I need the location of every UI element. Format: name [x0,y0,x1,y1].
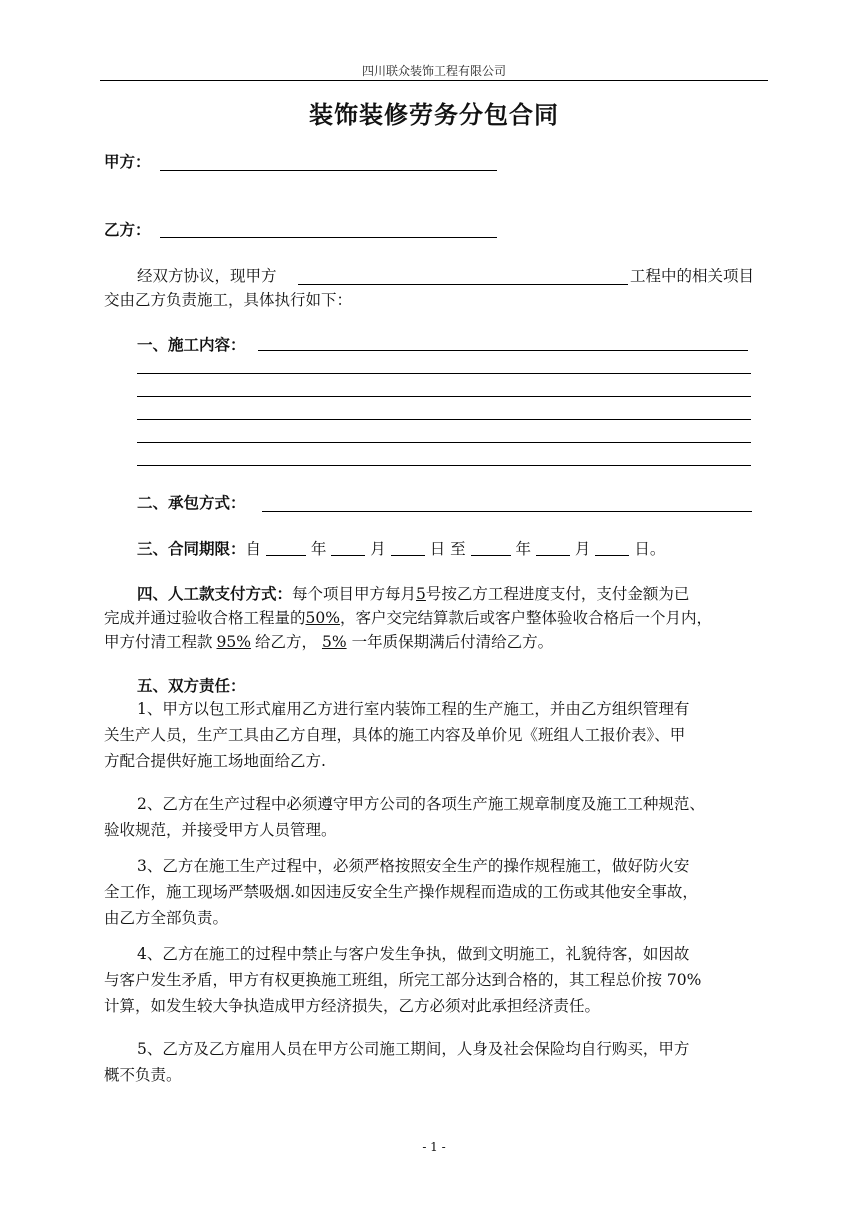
payment-text: 一年质保期满后付清给乙方。 [351,633,554,651]
header-rule [100,80,768,81]
start-day-blank [391,539,425,556]
duty-item-5 [104,1036,689,1088]
duty-text: 与客户发生矛盾，甲方有权更换施工班组，所完工部分达到合格的，其工程总价按 70% [104,971,702,989]
duty-text: 2、乙方在生产过程中必须遵守甲方公司的各项生产施工规章制度及施工工种规范、 [137,795,705,813]
year-text: 年 [310,540,327,558]
section-1-heading: 一、施工内容： [137,335,246,354]
work-content-blank [137,442,751,443]
work-content-blank [137,419,751,420]
month-text: 月 [370,540,386,558]
to-text: 至 [450,540,466,558]
payment-text: ，客户交完结算款后或客户整体验收合格后一个月内， [339,609,712,627]
payment-text: 完成并通过验收合格工程量的 [104,609,306,627]
retention-percent-value: 5% [321,633,347,651]
payment-text: 每个项目甲方每月 [292,585,417,603]
duty-text: 3、乙方在施工生产过程中，必须严格按照安全生产的操作规程施工，做好防火安 [137,857,690,875]
duty-text: 4、乙方在施工的过程中禁止与客户发生争执，做到文明施工，礼貌待客，如因故 [137,945,690,963]
duty-item-1 [104,696,689,774]
start-year-blank [266,539,306,556]
work-content-blank [137,373,751,374]
start-month-blank [331,539,365,556]
section-3-line [137,537,665,561]
payment-text: 给乙方， [254,633,317,651]
duty-text: 关生产人员，生产工具由乙方自理，具体的施工内容及单价见《班组人工报价表》、甲 [104,726,686,744]
party-b-blank [160,237,497,238]
duty-text: 全工作，施工现场严禁吸烟.如因违反安全生产操作规程而造成的工伤或其他安全事故， [104,883,698,901]
payment-text: 甲方付清工程款 [104,633,213,651]
work-content-blank [137,465,751,466]
intro-text-2: 工程中的相关项目 [630,267,755,285]
duty-text: 5、乙方及乙方雇用人员在甲方公司施工期间，人身及社会保险均自行购买，甲方 [137,1040,690,1058]
duty-text: 方配合提供好施工场地面给乙方. [104,752,326,770]
document-title: 装饰装修劳务分包合同 [309,100,559,129]
end-month-blank [536,539,570,556]
end-year-blank [471,539,511,556]
year-text: 年 [515,540,532,558]
document-header: 四川联众装饰工程有限公司 [361,64,506,78]
duty-text: 1、甲方以包工形式雇用乙方进行室内装饰工程的生产施工，并由乙方组织管理有 [137,700,690,718]
page-number: - 1 - [422,1140,446,1154]
section-4-heading: 四、人工款支付方式： [137,584,293,603]
duty-text: 由乙方全部负责。 [104,909,229,927]
end-day-blank [595,539,629,556]
month-text: 月 [574,540,591,558]
duty-item-3 [104,853,698,931]
section-4-line-1 [137,582,689,606]
duty-text: 计算，如发生较大争执造成甲方经济损失，乙方必须对此承担经济责任。 [104,997,601,1015]
work-content-blank [258,350,748,351]
party-a-label: 甲方： [104,152,151,171]
work-content-blank [137,396,751,397]
section-4-line-3 [104,630,553,654]
contract-mode-blank [262,511,752,512]
party-b-label: 乙方： [104,220,151,239]
section-2-heading: 二、承包方式： [137,493,246,512]
party-a-blank [160,170,497,171]
section-3-heading: 三、合同期限： [137,539,246,558]
from-text: 自 [245,540,262,558]
project-name-blank [298,284,628,285]
duty-text: 概不负责。 [104,1066,182,1084]
payment-text: 号按乙方工程进度支付，支付金额为已 [425,585,690,603]
completed-percent-value: 50% [305,609,340,627]
end-text: 日。 [634,540,666,558]
section-4-line-2 [104,606,712,630]
intro-text-1: 经双方协议，现甲方 [137,267,277,285]
intro-text-3: 交由乙方负责施工，具体执行如下： [104,291,353,309]
day-text: 日 [429,540,446,558]
payment-day-value: 5 [416,585,426,603]
duty-item-2 [104,791,705,843]
duty-item-4 [104,941,701,1019]
duty-text: 验收规范，并接受甲方人员管理。 [104,821,337,839]
section-5-heading: 五、双方责任： [137,676,246,695]
pay-percent-value: 95% [216,633,251,651]
